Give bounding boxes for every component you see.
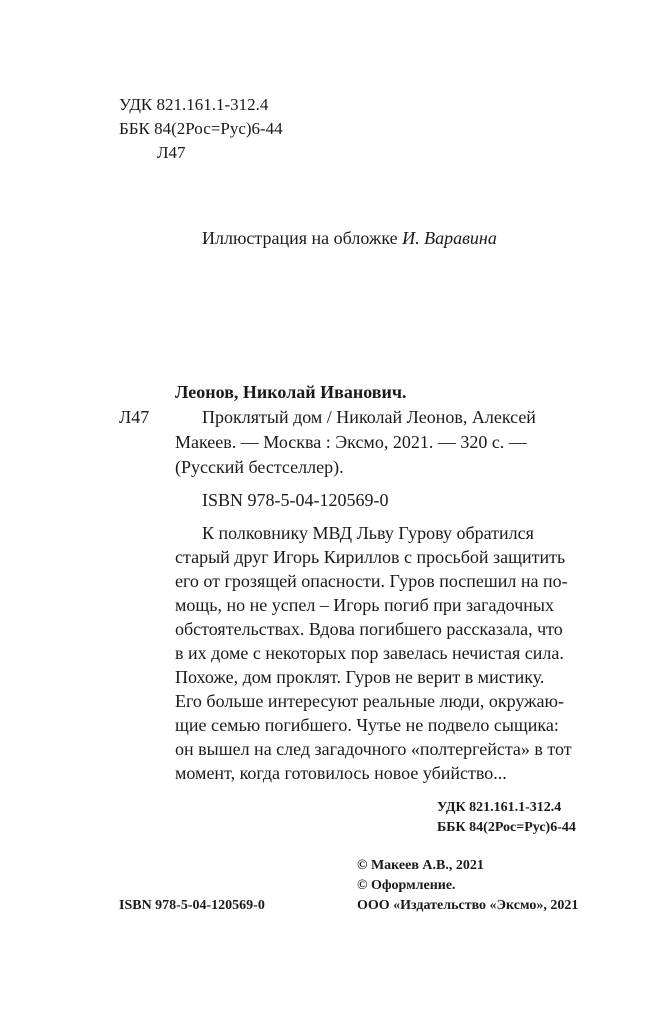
udk-code-header: УДК 821.161.1-312.4: [119, 95, 269, 114]
udk-code-footer: УДК 821.161.1-312.4: [437, 800, 562, 815]
illustration-credit: [202, 228, 497, 249]
bbk-code-footer: ББК 84(2Рос=Рус)6-44: [437, 820, 576, 835]
annotation-line: его от грозящей опасности. Гуров поспешил на по-: [175, 571, 568, 591]
annotation-line: он вышел на след загадочного «полтергейста» в тот: [175, 739, 572, 759]
illustration-credit-prefix: Иллюстрация на обложке: [202, 228, 403, 248]
annotation-line: К полковнику МВД Льву Гурову обратился: [202, 523, 534, 543]
annotation-line: мощь, но не успел – Игорь погиб при загадочных: [175, 595, 554, 615]
annotation-line: обстоятельствах. Вдова погибшего рассказала, что: [175, 619, 563, 639]
catalog-description-line: Макеев. — Москва : Эксмо, 2021. — 320 с. —: [175, 432, 527, 452]
copyright-publisher: ООО «Издательство «Эксмо», 2021: [357, 898, 579, 913]
annotation-line: Его больше интересуют реальные люди, окружаю-: [175, 691, 564, 711]
catalog-author-heading: Леонов, Николай Иванович.: [175, 382, 407, 402]
copyright-design: © Оформление.: [357, 878, 456, 893]
annotation-line: старый друг Игорь Кириллов с просьбой защитить: [175, 547, 566, 567]
catalog-isbn: ISBN 978-5-04-120569-0: [202, 490, 389, 510]
catalog-description-line: Проклятый дом / Николай Леонов, Алексей: [202, 407, 536, 427]
footer-isbn: ISBN 978-5-04-120569-0: [119, 898, 265, 913]
catalog-author-mark: Л47: [119, 407, 150, 427]
annotation-line: Похоже, дом проклят. Гуров не верит в мистику.: [175, 667, 545, 687]
catalog-description-line: (Русский бестселлер).: [175, 457, 344, 477]
author-mark-header: Л47: [157, 143, 186, 162]
bbk-code-header: ББК 84(2Рос=Рус)6-44: [119, 119, 283, 138]
illustrator-name: И. Варавина: [402, 228, 497, 248]
annotation-line: момент, когда готовилось новое убийство...: [175, 763, 507, 783]
copyright-author: © Макеев А.В., 2021: [357, 858, 484, 873]
annotation-line: в их доме с некоторых пор завелась нечистая сила.: [175, 643, 564, 663]
annotation-line: щие семью погибшего. Чутье не подвело сыщика:: [175, 715, 559, 735]
